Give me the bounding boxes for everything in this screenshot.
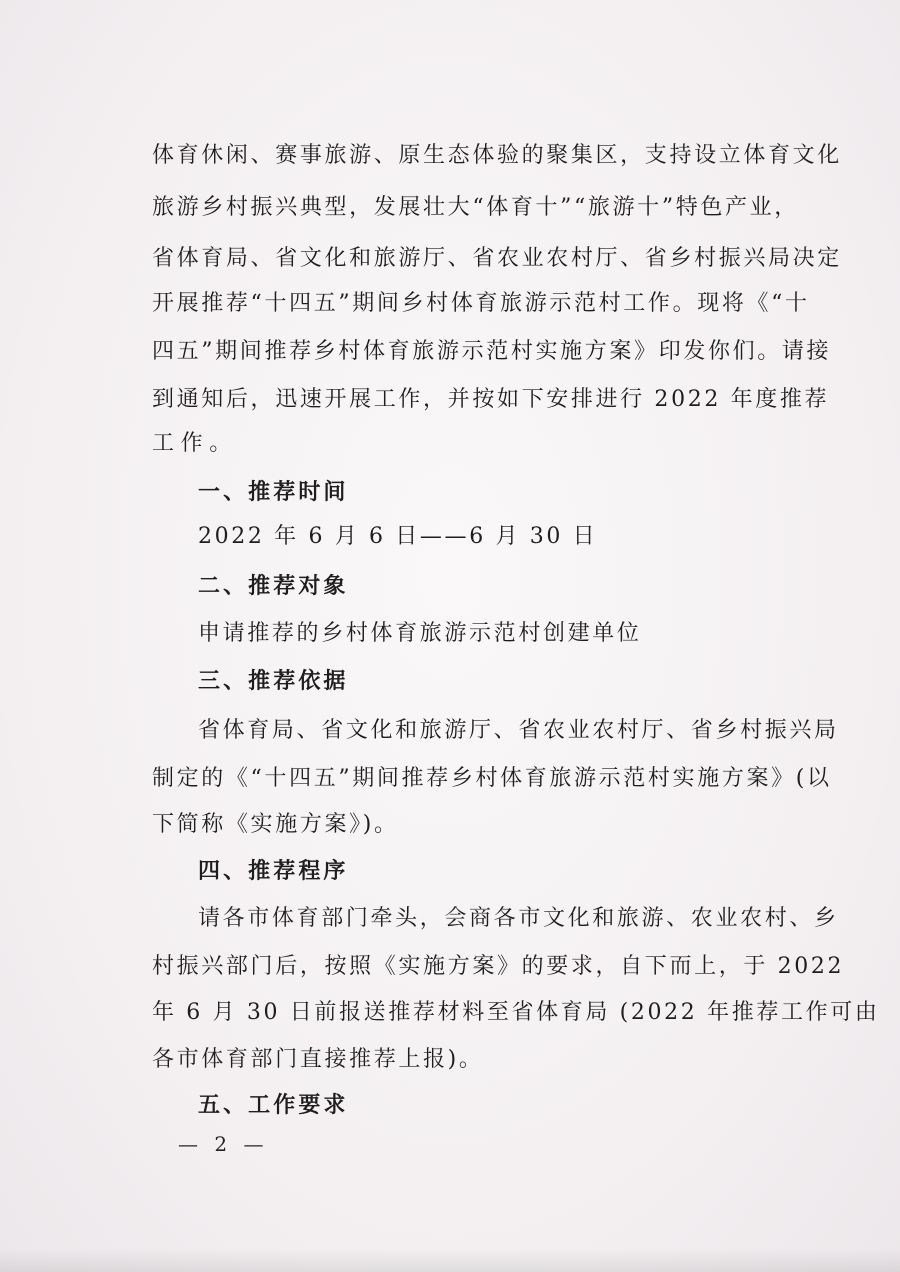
body-line: 旅游乡村振兴典型，发展壮大“体育十”“旅游十”特色产业， (152, 195, 799, 220)
body-line: 村振兴部门后，按照《实施方案》的要求，自下而上，于 2022 (152, 954, 845, 979)
section-heading: 五、工作要求 (198, 1092, 349, 1118)
section-heading: 三、推荐依据 (198, 668, 349, 694)
body-line: 各市体育部门直接推荐上报)。 (152, 1047, 484, 1072)
section-heading: 一、推荐时间 (198, 479, 349, 505)
body-line: 开展推荐“十四五”期间乡村体育旅游示范村工作。现将《“十 (152, 291, 810, 316)
body-line: 到通知后，迅速开展工作，并按如下安排进行 2022 年度推荐 (152, 387, 830, 412)
body-line: 请各市体育部门牵头，会商各市文化和旅游、农业农村、乡 (198, 906, 839, 931)
body-line: 省体育局、省文化和旅游厅、省农业农村厅、省乡村振兴局 (198, 718, 839, 743)
scan-edge-shadow (0, 1248, 900, 1272)
body-line: 四五”期间推荐乡村体育旅游示范村实施方案》印发你们。请接 (152, 339, 832, 364)
section-heading: 二、推荐对象 (198, 573, 349, 599)
body-line: 申请推荐的乡村体育旅游示范村创建单位 (198, 621, 642, 646)
body-line: 制定的《“十四五”期间推荐乡村体育旅游示范村实施方案》(以 (152, 766, 832, 791)
body-line: 工作。 (152, 431, 238, 456)
body-line: 2022 年 6 月 6 日——6 月 30 日 (198, 524, 598, 549)
body-line: 下简称《实施方案》)。 (152, 812, 399, 837)
body-line: 省体育局、省文化和旅游厅、省农业农村厅、省乡村振兴局决定 (152, 246, 842, 271)
section-heading: 四、推荐程序 (198, 858, 349, 884)
body-line: 体育休闲、赛事旅游、原生态体验的聚集区，支持设立体育文化 (152, 143, 842, 168)
page-number: — 2 — (178, 1132, 269, 1156)
body-line: 年 6 月 30 日前报送推荐材料至省体育局 (2022 年推荐工作可由 (152, 1000, 880, 1025)
